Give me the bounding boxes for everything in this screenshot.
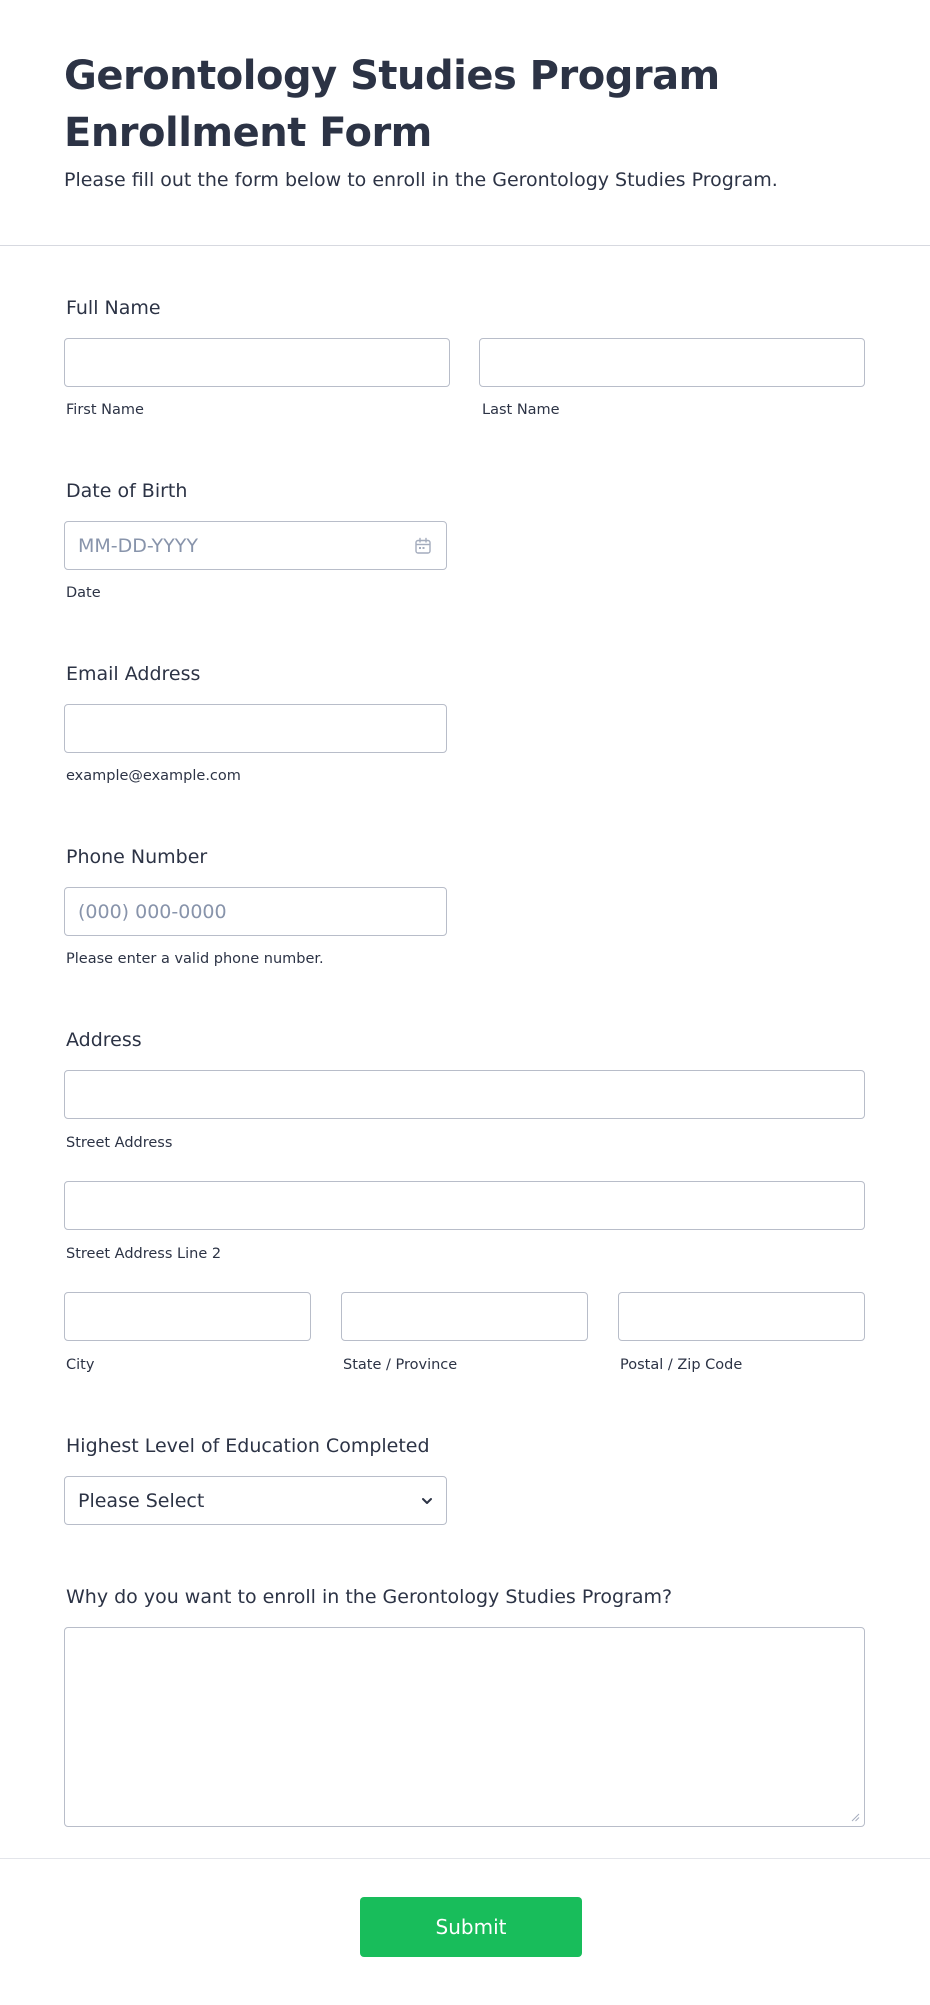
resize-handle-icon[interactable] [850, 1812, 860, 1822]
first-name-input[interactable] [64, 338, 450, 387]
education-label: Highest Level of Education Completed [66, 1435, 430, 1457]
dob-input[interactable] [64, 521, 447, 570]
state-input[interactable] [341, 1292, 588, 1341]
street-address-input[interactable] [64, 1070, 865, 1119]
full-name-label: Full Name [66, 297, 161, 319]
education-select[interactable] [64, 1476, 447, 1525]
email-label: Email Address [66, 663, 201, 685]
zip-sublabel: Postal / Zip Code [620, 1357, 743, 1373]
dob-sublabel: Date [66, 585, 101, 601]
chevron-down-icon [420, 1494, 434, 1508]
phone-placeholder: (000) 000-0000 [78, 901, 227, 923]
phone-input[interactable] [64, 887, 447, 936]
dob-placeholder: MM-DD-YYYY [78, 535, 198, 557]
street-address-2-input[interactable] [64, 1181, 865, 1230]
street-address-2-sublabel: Street Address Line 2 [66, 1246, 222, 1262]
first-name-sublabel: First Name [66, 402, 144, 418]
reason-textarea[interactable] [64, 1627, 865, 1827]
education-selected-value: Please Select [78, 1490, 205, 1512]
city-sublabel: City [66, 1357, 95, 1373]
email-input[interactable] [64, 704, 447, 753]
submit-button[interactable]: Submit [360, 1897, 582, 1957]
phone-label: Phone Number [66, 846, 208, 868]
address-label: Address [66, 1029, 142, 1051]
street-address-sublabel: Street Address [66, 1135, 173, 1151]
last-name-input[interactable] [479, 338, 865, 387]
footer-divider [0, 1858, 930, 1859]
state-sublabel: State / Province [343, 1357, 458, 1373]
email-sublabel: example@example.com [66, 768, 241, 784]
zip-input[interactable] [618, 1292, 865, 1341]
last-name-sublabel: Last Name [482, 402, 560, 418]
form-title: Gerontology Studies Program Enrollment Form [64, 53, 720, 156]
dob-label: Date of Birth [66, 480, 188, 502]
calendar-icon[interactable] [414, 537, 432, 555]
phone-sublabel: Please enter a valid phone number. [66, 951, 324, 967]
form-subtitle: Please fill out the form below to enroll in the Gerontology Studies Program. [64, 169, 778, 191]
reason-label: Why do you want to enroll in the Gerontology Studies Program? [66, 1586, 673, 1608]
city-input[interactable] [64, 1292, 311, 1341]
form-header [0, 0, 930, 246]
